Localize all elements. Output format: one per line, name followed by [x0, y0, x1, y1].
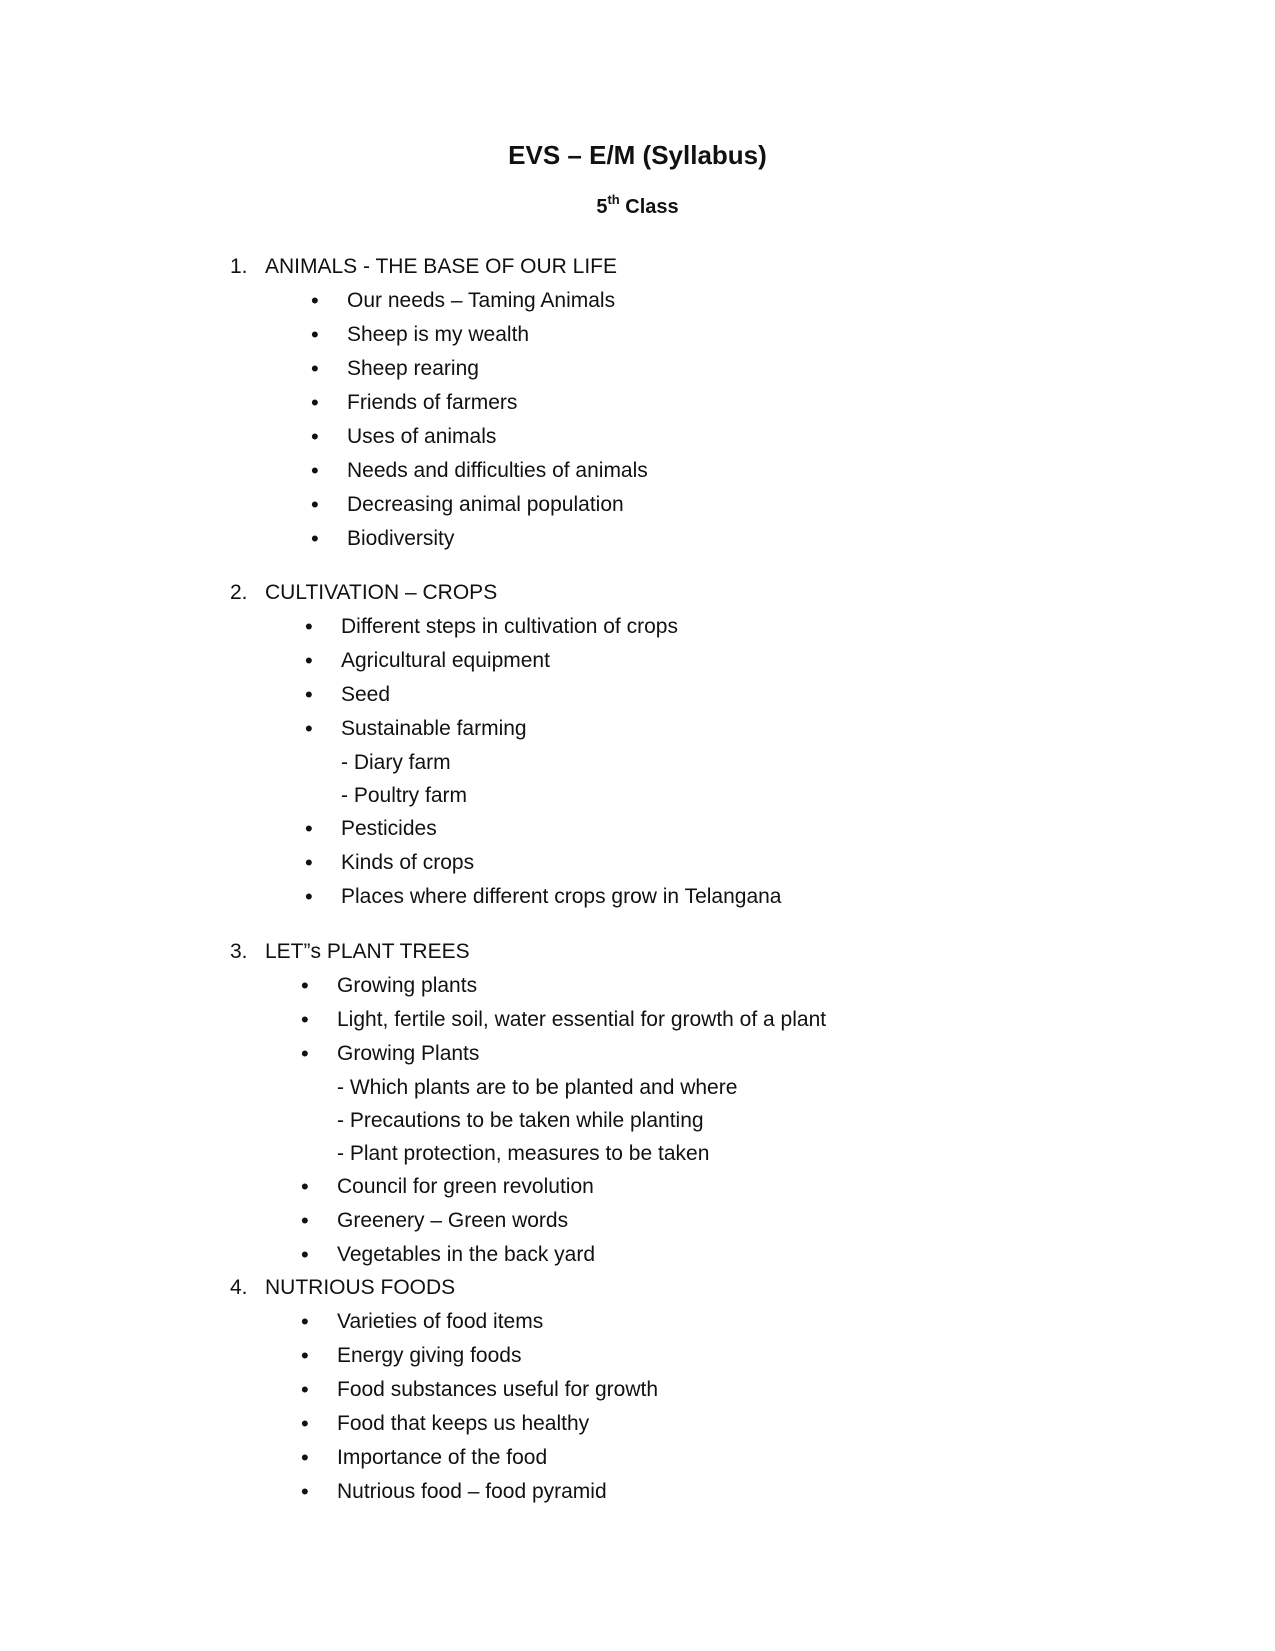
bullet-icon: • — [311, 526, 319, 551]
item-label: Food that keeps us healthy — [337, 1412, 590, 1435]
item-label: Council for green revolution — [337, 1175, 594, 1198]
item-label: Places where different crops grow in Telangana — [341, 885, 782, 908]
item-label: Our needs – Taming Animals — [347, 289, 616, 312]
item-label: Growing Plants — [337, 1042, 480, 1065]
bullet-icon: • — [301, 1411, 309, 1436]
bullet-icon: • — [311, 424, 319, 449]
sub-item: - Precautions to be taken while planting — [337, 1109, 704, 1132]
list-item — [230, 1407, 658, 1441]
list-item — [230, 488, 648, 522]
item-label: Varieties of food items — [337, 1310, 544, 1333]
section-nutrious-foods — [230, 1271, 658, 1509]
bullet-icon: • — [311, 390, 319, 415]
section-title: ANIMALS - THE BASE OF OUR LIFE — [265, 255, 618, 278]
list-item — [230, 644, 782, 678]
list-item — [230, 678, 782, 712]
item-label: Seed — [341, 683, 391, 706]
bullet-icon: • — [301, 1479, 309, 1504]
list-item — [230, 1475, 658, 1509]
bullet-icon: • — [301, 1041, 309, 1066]
item-label: Vegetables in the back yard — [337, 1243, 596, 1266]
bullet-icon: • — [301, 1377, 309, 1402]
section-plant-trees — [230, 935, 826, 1272]
list-item — [230, 1003, 826, 1037]
item-label: Sustainable farming — [341, 717, 527, 740]
item-label: Biodiversity — [347, 527, 455, 550]
sub-item: - Poultry farm — [341, 784, 468, 807]
list-item — [230, 1037, 826, 1071]
topic-list — [230, 610, 782, 914]
section-title: CULTIVATION – CROPS — [265, 581, 498, 604]
item-label: Needs and difficulties of animals — [347, 459, 648, 482]
item-label: Pesticides — [341, 817, 437, 840]
section-animals — [230, 250, 648, 556]
list-item — [230, 352, 648, 386]
bullet-icon: • — [305, 614, 313, 639]
class-subtitle — [0, 193, 1275, 221]
list-item — [230, 1170, 826, 1204]
topic-list — [230, 969, 826, 1272]
bullet-icon: • — [301, 1208, 309, 1233]
list-item — [230, 812, 782, 846]
item-label: Nutrious food – food pyramid — [337, 1480, 607, 1503]
topic-list — [230, 1305, 658, 1509]
class-suffix: th — [607, 192, 620, 207]
section-title: NUTRIOUS FOODS — [265, 1276, 456, 1299]
section-heading — [230, 250, 648, 284]
item-label: Sheep is my wealth — [347, 323, 530, 346]
class-label: Class — [625, 196, 679, 218]
bullet-icon: • — [301, 1242, 309, 1267]
list-item — [230, 610, 782, 644]
bullet-icon: • — [301, 1445, 309, 1470]
list-item — [230, 1238, 826, 1272]
bullet-icon: • — [301, 973, 309, 998]
sub-item: - Diary farm — [341, 751, 451, 774]
item-label: Greenery – Green words — [337, 1209, 569, 1232]
item-label: Different steps in cultivation of crops — [341, 615, 678, 638]
item-label: Uses of animals — [347, 425, 497, 448]
item-label: Growing plants — [337, 974, 478, 997]
item-label: Friends of farmers — [347, 391, 518, 414]
bullet-icon: • — [311, 356, 319, 381]
list-item — [230, 1373, 658, 1407]
item-label: Importance of the food — [337, 1446, 548, 1469]
list-item — [230, 1339, 658, 1373]
bullet-icon: • — [311, 458, 319, 483]
bullet-icon: • — [311, 322, 319, 347]
bullet-icon: • — [305, 884, 313, 909]
bullet-icon: • — [305, 648, 313, 673]
bullet-icon: • — [305, 850, 313, 875]
section-number: 2. — [230, 581, 248, 604]
bullet-icon: • — [301, 1007, 309, 1032]
list-item — [230, 969, 826, 1003]
bullet-icon: • — [301, 1309, 309, 1334]
list-item — [230, 880, 782, 914]
document-title: EVS – E/M (Syllabus) — [508, 140, 767, 170]
list-item — [230, 1305, 658, 1339]
section-number: 3. — [230, 940, 248, 963]
section-heading — [230, 1271, 658, 1305]
sub-item: - Plant protection, measures to be taken — [337, 1142, 710, 1165]
list-item — [230, 522, 648, 556]
item-label: Sheep rearing — [347, 357, 479, 380]
section-heading — [230, 935, 826, 969]
list-item — [230, 1441, 658, 1475]
bullet-icon: • — [305, 716, 313, 741]
section-number: 1. — [230, 255, 248, 278]
bullet-icon: • — [311, 492, 319, 517]
list-item — [230, 846, 782, 880]
topic-list — [230, 284, 648, 556]
bullet-icon: • — [301, 1343, 309, 1368]
section-heading — [230, 576, 782, 610]
class-number: 5 — [596, 196, 608, 218]
bullet-icon: • — [305, 682, 313, 707]
list-item — [230, 386, 648, 420]
item-label: Food substances useful for growth — [337, 1378, 659, 1401]
item-label: Light, fertile soil, water essential for growth of a plant — [337, 1008, 827, 1031]
list-item — [230, 454, 648, 488]
list-item — [230, 420, 648, 454]
item-label: Kinds of crops — [341, 851, 475, 874]
bullet-icon: • — [311, 288, 319, 313]
section-number: 4. — [230, 1276, 248, 1299]
section-cultivation — [230, 576, 782, 914]
item-label: Decreasing animal population — [347, 493, 624, 516]
list-item — [230, 1204, 826, 1238]
list-item — [230, 712, 782, 746]
item-label: Energy giving foods — [337, 1344, 522, 1367]
section-title: LET”s PLANT TREES — [265, 940, 470, 963]
bullet-icon: • — [301, 1174, 309, 1199]
item-label: Agricultural equipment — [341, 649, 550, 672]
sub-item: - Which plants are to be planted and where — [337, 1076, 738, 1099]
list-item — [230, 284, 648, 318]
list-item — [230, 318, 648, 352]
bullet-icon: • — [305, 816, 313, 841]
